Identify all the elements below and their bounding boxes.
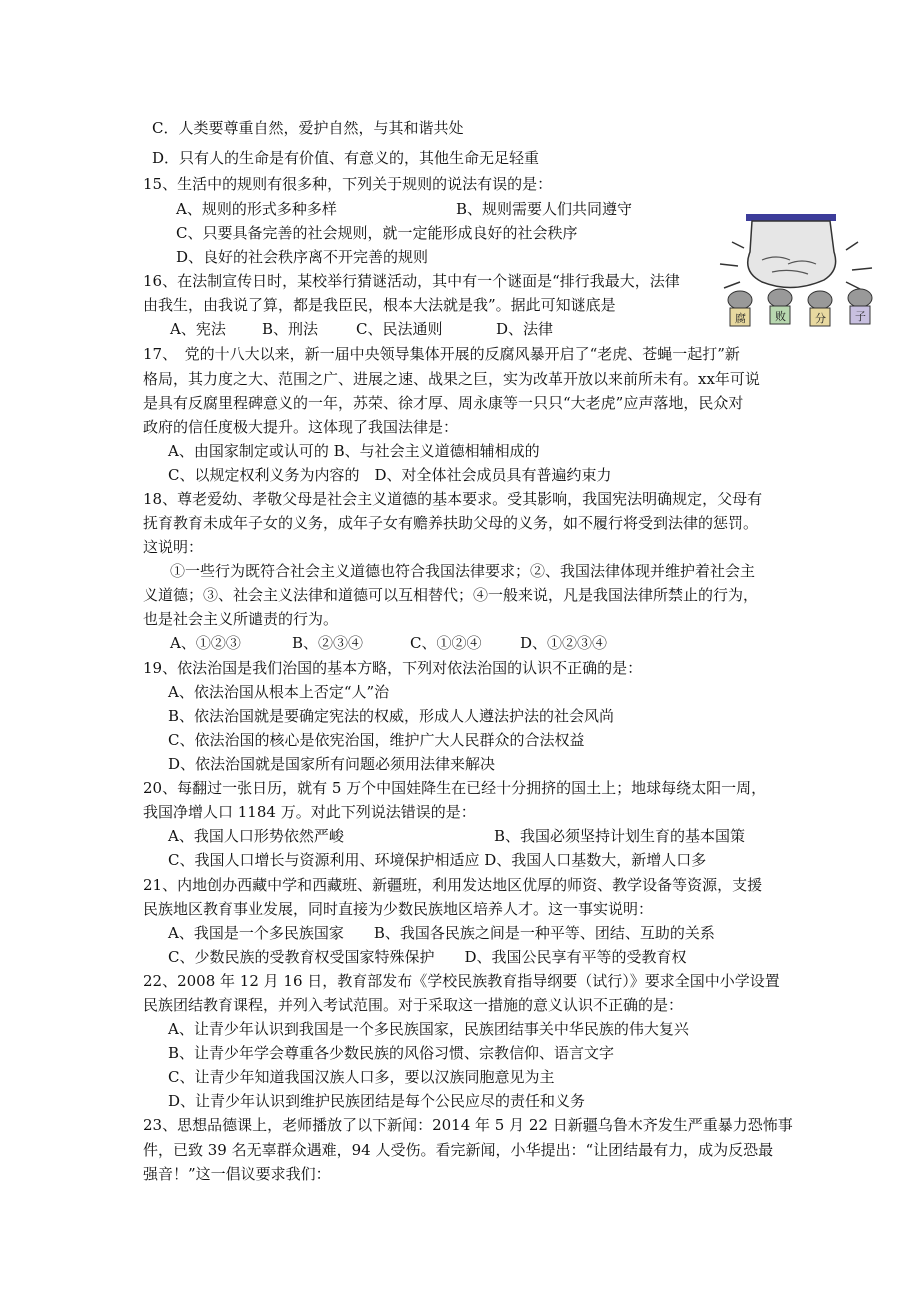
cartoon-label-3: 分 <box>815 312 826 325</box>
q18-option-c: C、①②④ <box>410 634 482 652</box>
q18-statement-line-2: 义道德；③、社会主义法律和道德可以互相替代；④一般来说，凡是我国法律所禁止的行为， <box>143 586 759 604</box>
q19-option-b: B、依法治国就是要确定宪法的权威，形成人人遵法护法的社会风尚 <box>168 707 615 725</box>
q22-option-c: C、让青少年知道我国汉族人口多，要以汉族同胞意见为主 <box>168 1068 555 1086</box>
q16-stem-line-2: 由我生，由我说了算，都是我臣民，根本大法就是我”。据此可知谜底是 <box>143 296 616 314</box>
q18-option-d: D、①②③④ <box>520 634 608 652</box>
q17-stem-line-4: 政府的信任度极大提升。这体现了我国法律是： <box>143 418 459 436</box>
q19-option-c: C、依法治国的核心是依宪治国，维护广大人民群众的合法权益 <box>168 731 585 749</box>
q16-option-d: D、法律 <box>496 320 554 338</box>
q14-option-d: D．只有人的生命是有价值、有意义的，其他生命无足轻重 <box>152 149 540 167</box>
q18-option-a: A、①②③ <box>170 634 241 652</box>
anti-corruption-cartoon <box>712 212 892 330</box>
q18-statement-line-3: 也是社会主义所谴责的行为。 <box>143 610 339 628</box>
q18-statement-line-1: ①一些行为既符合社会主义道德也符合我国法律要求；②、我国法律体现并维护着社会主 <box>170 562 756 580</box>
q18-stem-line-2: 抚育教育未成年子女的义务，成年子女有赡养扶助父母的义务，如不履行将受到法律的惩罚。 <box>143 514 759 532</box>
q16-option-a: A、宪法 <box>170 320 226 338</box>
q19-option-a: A、依法治国从根本上否定“人”治 <box>168 683 390 701</box>
q15-option-b: B、规则需要人们共同遵守 <box>456 200 633 218</box>
q19-option-d: D、依法治国就是国家所有问题必须用法律来解决 <box>168 755 496 773</box>
fist-icon <box>748 221 836 288</box>
q15-option-d: D、良好的社会秩序离不开完善的规则 <box>176 248 429 266</box>
q22-option-d: D、让青少年认识到维护民族团结是每个公民应尽的责任和义务 <box>168 1092 586 1110</box>
q15-option-a: A、规则的形式多种多样 <box>176 200 337 218</box>
q19-stem: 19、依法治国是我们治国的基本方略，下列对依法治国的认识不正确的是： <box>143 659 643 677</box>
q23-stem-line-2: 件，已致 39 名无辜群众遇难，94 人受伤。看完新闻，小华提出：“让团结最有力，成为反恐最 <box>143 1141 774 1159</box>
q20-option-a: A、我国人口形势依然严峻 <box>168 827 344 845</box>
q17-options-ab: A、由国家制定或认可的 B、与社会主义道德相辅相成的 <box>168 442 540 460</box>
q20-option-b: B、我国必须坚持计划生育的基本国策 <box>494 827 746 845</box>
q16-option-b: B、刑法 <box>262 320 319 338</box>
q22-option-b: B、让青少年学会尊重各少数民族的风俗习惯、宗教信仰、语言文字 <box>168 1044 615 1062</box>
cartoon-mice <box>728 289 872 326</box>
q15-stem: 15、生活中的规则有很多种，下列关于规则的说法有误的是： <box>143 175 553 193</box>
q16-option-c: C、民法通则 <box>356 320 443 338</box>
q22-option-a: A、让青少年认识到我国是一个多民族国家，民族团结事关中华民族的伟大复兴 <box>168 1020 689 1038</box>
q17-stem-line-2: 格局，其力度之大、范围之广、进展之速、战果之巨，实为改革开放以来前所未有。xx年可说 <box>143 370 760 388</box>
q17-stem-line-3: 是具有反腐里程碑意义的一年，苏荣、徐才厚、周永康等一只只“大老虎”应声落地，民众对 <box>143 394 744 412</box>
q18-stem-line-3: 这说明： <box>143 538 204 556</box>
q18-option-b: B、②③④ <box>292 634 364 652</box>
q20-options-cd: C、我国人口增长与资源利用、环境保护相适应 D、我国人口基数大，新增人口多 <box>168 851 707 869</box>
cartoon-label-2: 败 <box>775 310 786 323</box>
q21-options-cd: C、少数民族的受教育权受国家特殊保护 D、我国公民享有平等的受教育权 <box>168 948 687 966</box>
q14-option-c: C．人类要尊重自然，爱护自然，与其和谐共处 <box>152 119 464 137</box>
q20-stem-line-2: 我国净增人口 1184 万。对此下列说法错误的是： <box>143 803 476 821</box>
q15-option-c: C、只要具备完善的社会规则，就一定能形成良好的社会秩序 <box>176 224 578 242</box>
cartoon-label-1: 腐 <box>735 312 746 325</box>
q23-stem-line-1: 23、思想品德课上，老师播放了以下新闻：2014 年 5 月 22 日新疆乌鲁木齐发生严重暴力恐怖事 <box>143 1116 793 1134</box>
q21-options-ab: A、我国是一个多民族国家 B、我国各民族之间是一种平等、团结、互助的关系 <box>168 924 715 942</box>
q23-stem-line-3: 强音！”这一倡议要求我们： <box>143 1165 331 1183</box>
q18-stem-line-1: 18、尊老爱幼、孝敬父母是社会主义道德的基本要求。受其影响，我国宪法明确规定，父母有 <box>143 490 763 508</box>
q17-options-cd: C、以规定权利义务为内容的 D、对全体社会成员具有普遍约束力 <box>168 466 612 484</box>
cartoon-cuff <box>746 214 836 221</box>
q22-stem-line-1: 22、2008 年 12 月 16 日，教育部发布《学校民族教育指导纲要（试行）》要求全国中小学设置 <box>143 972 780 990</box>
q17-stem-line-1: 17、 党的十八大以来，新一届中央领导集体开展的反腐风暴开启了“老虎、苍蝇一起打”新 <box>143 345 740 363</box>
q21-stem-line-1: 21、内地创办西藏中学和西藏班、新疆班，利用发达地区优厚的师资、教学设备等资源，支援 <box>143 876 763 894</box>
cartoon-label-4: 子 <box>855 310 866 323</box>
q20-stem-line-1: 20、每翻过一张日历，就有 5 万个中国娃降生在已经十分拥挤的国土上；地球每绕太阳一周， <box>143 779 767 797</box>
q22-stem-line-2: 民族团结教育课程，并列入考试范围。对于采取这一措施的意义认识不正确的是： <box>143 996 684 1014</box>
q21-stem-line-2: 民族地区教育事业发展，同时直接为少数民族地区培养人才。这一事实说明： <box>143 900 654 918</box>
q16-stem-line-1: 16、在法制宣传日时，某校举行猜谜活动，其中有一个谜面是“排行我最大，法律 <box>143 272 680 290</box>
